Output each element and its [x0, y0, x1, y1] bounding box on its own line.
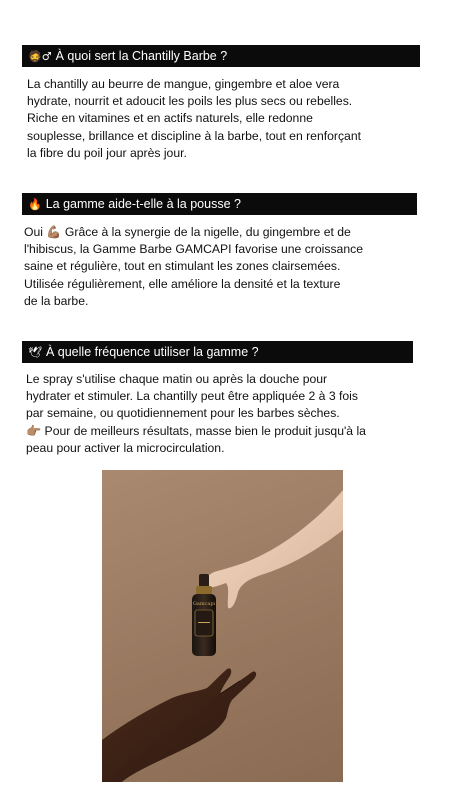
section-heading-growth — [22, 193, 417, 215]
paragraph-line: Riche en vitamines et en actifs naturels, elle redonne — [27, 111, 313, 126]
section-heading-frequency — [22, 341, 413, 363]
section-paragraph-growth — [24, 224, 434, 310]
paragraph-line: la fibre du poil jour après jour. — [27, 145, 187, 160]
mustache-man-icon: 🧔♂ — [28, 50, 52, 63]
paragraph-line: hydrater et stimuler. La chantilly peut être appliquée 2 à 3 fois — [26, 389, 358, 404]
section-heading-usage — [22, 45, 420, 67]
section-paragraph-frequency — [26, 371, 431, 457]
bottle-brand: Gamcapi — [192, 601, 216, 607]
section-heading-text: La gamme aide-t-elle à la pousse ? — [45, 197, 241, 211]
section-paragraph-usage — [27, 76, 432, 162]
upper-hand — [204, 490, 343, 608]
paragraph-line: Le spray s'utilise chaque matin ou après la douche pour — [26, 372, 328, 386]
paragraph-line: La chantilly au beurre de mangue, gingembre et aloe vera — [27, 77, 340, 91]
paragraph-line: l'hibiscus, la Gamme Barbe GAMCAPI favorise une croissance — [24, 242, 363, 257]
paragraph-line: de la barbe. — [24, 293, 89, 308]
paragraph-line: souplesse, brillance et discipline à la barbe, tout en renforçant — [27, 128, 362, 143]
section-heading-text: À quelle fréquence utiliser la gamme ? — [45, 345, 259, 359]
paragraph-line: 👉🏽 Pour de meilleurs résultats, masse bien le produit jusqu'à la — [26, 423, 366, 438]
product-photo — [102, 470, 343, 782]
paragraph-line: hydrate, nourrit et adoucit les poils les plus secs ou rebelles. — [27, 94, 353, 109]
paragraph-line: peau pour activer la microcirculation. — [26, 440, 225, 455]
paragraph-line: Oui 💪🏽 Grâce à la synergie de la nigelle, du gingembre et de — [24, 225, 351, 239]
fire-icon: 🔥 — [28, 198, 42, 211]
section-heading-text: À quoi sert la Chantilly Barbe ? — [55, 49, 228, 63]
paragraph-line: par semaine, ou quotidiennement pour les barbes sèches. — [26, 406, 340, 421]
dove-icon: 🕊 — [28, 346, 42, 359]
product-bottle-hands-photo — [102, 470, 343, 782]
paragraph-line: saine et régulière, tout en stimulant les zones clairsemées. — [24, 259, 341, 274]
paragraph-line: Utilisée régulièrement, elle améliore la densité et la texture — [24, 276, 341, 291]
